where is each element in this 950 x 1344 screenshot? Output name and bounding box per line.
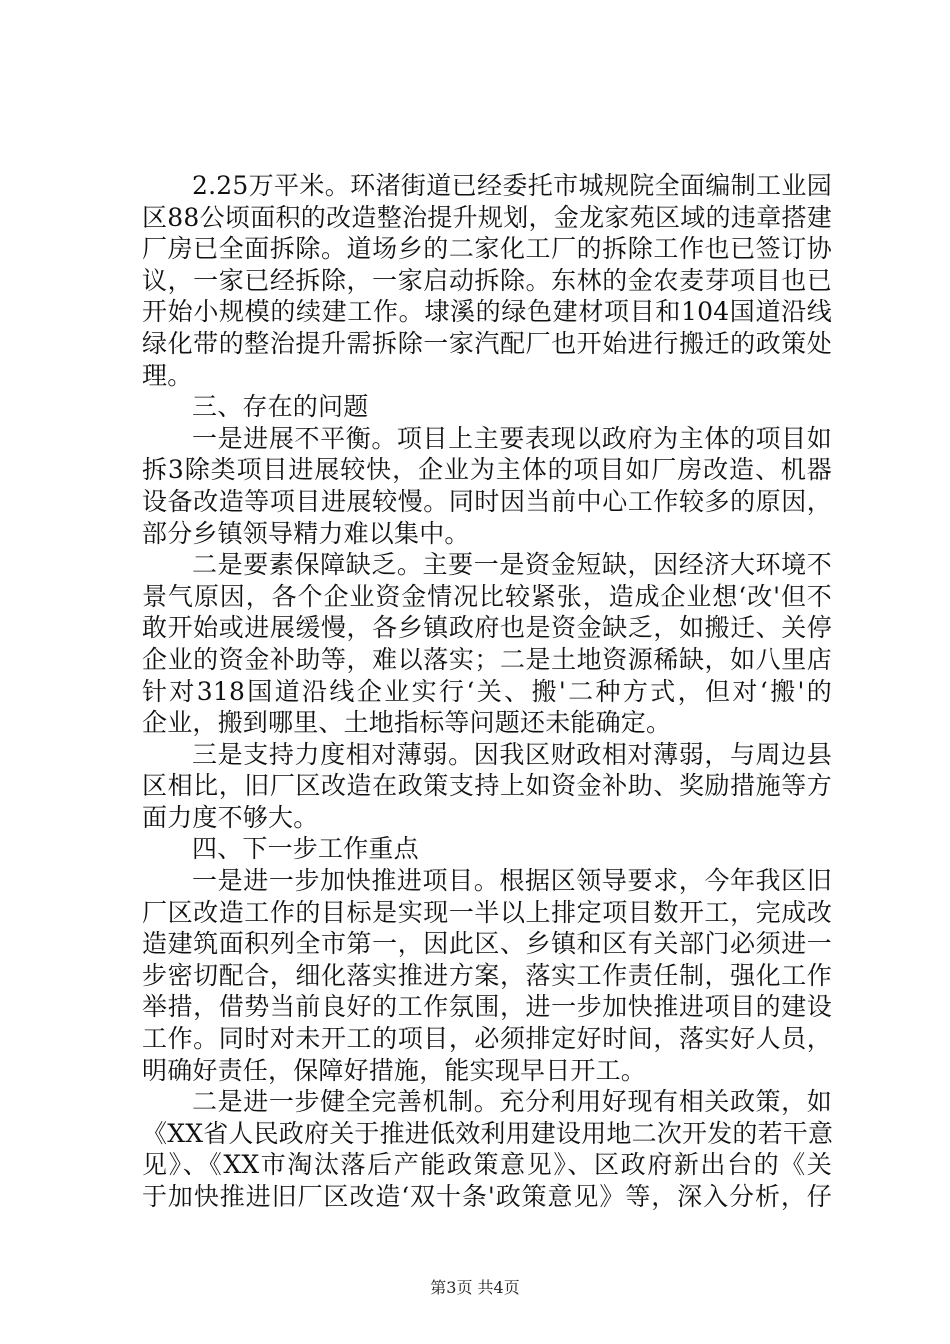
text-line: 《XX省人民政府关于推进低效利用建设用地二次开发的若干意 [142,1118,834,1148]
text-line: 设备改造等项目进展较慢。同时因当前中心工作较多的原因， [142,486,832,516]
text-line: 三是支持力度相对薄弱。因我区财政相对薄弱，与周边县 [192,739,832,769]
text-line: 拆3除类项目进展较快，企业为主体的项目如厂房改造、机器 [142,455,832,485]
text-line: 部分乡镇领导精力难以集中。 [142,518,470,548]
text-line: 绿化带的整治提升需拆除一家汽配厂也开始进行搬迁的政策处 [142,328,832,358]
text-line: 举措，借势当前良好的工作氛围，进一步加快推进项目的建设 [142,992,832,1022]
text-line: 四、下一步工作重点 [192,834,419,864]
document-body [142,170,832,1213]
text-line: 区88公顷面积的改造整治提升规划，金龙家苑区域的违章搭建 [142,202,832,232]
text-line: 区相比，旧厂区改造在政策支持上如资金补助、奖励措施等方 [142,771,832,801]
text-line: 见》、《XX市淘汰落后产能政策意见》、区政府新出台的《关 [142,1150,832,1180]
text-line: 2.25万平米。环渚街道已经委托市城规院全面编制工业园 [192,171,832,200]
text-line: 企业的资金补助等，难以落实；二是土地资源稀缺，如八里店 [142,644,832,674]
text-line: 开始小规模的续建工作。埭溪的绿色建材项目和104国道沿线 [142,297,832,327]
text-line: 企业，搬到哪里、土地指标等问题还未能确定。 [142,708,672,738]
text-line: 二是要素保障缺乏。主要一是资金短缺，因经济大环境不 [192,550,832,580]
text-line: 景气原因，各个企业资金情况比较紧张，造成企业想‘改'但不 [142,581,832,611]
page-footer: 第3页 共4页 [430,1278,520,1297]
text-line: 造建筑面积列全市第一，因此区、乡镇和区有关部门必须进一 [142,929,832,959]
text-line: 明确好责任，保障好措施，能实现早日开工。 [142,1055,647,1085]
text-line: 理。 [142,360,193,390]
text-line: 议，一家已经拆除，一家启动拆除。东林的金农麦芽项目也已 [142,265,832,295]
text-line: 步密切配合，细化落实推进方案，落实工作责任制，强化工作 [142,960,832,990]
text-line: 敢开始或进展缓慢，各乡镇政府也是资金缺乏，如搬迁、关停 [142,613,832,643]
text-line: 一是进展不平衡。项目上主要表现以政府为主体的项目如 [192,423,832,453]
text-line: 于加快推进旧厂区改造‘双十条'政策意见》等，深入分析，仔 [142,1182,832,1211]
text-line: 针对318国道沿线企业实行‘关、搬'二种方式，但对‘搬'的 [142,676,832,706]
text-line: 一是进一步加快推进项目。根据区领导要求，今年我区旧 [192,866,832,896]
text-line: 厂房已全面拆除。道场乡的二家化工厂的拆除工作也已签订协 [142,234,832,264]
text-line: 面力度不够大。 [142,802,319,832]
text-line: 三、存在的问题 [192,392,369,422]
text-line: 工作。同时对未开工的项目，必须排定好时间，落实好人员， [142,1024,832,1054]
text-line: 厂区改造工作的目标是实现一半以上排定项目数开工，完成改 [142,897,832,927]
text-line: 二是进一步健全完善机制。充分利用好现有相关政策，如 [192,1087,832,1117]
